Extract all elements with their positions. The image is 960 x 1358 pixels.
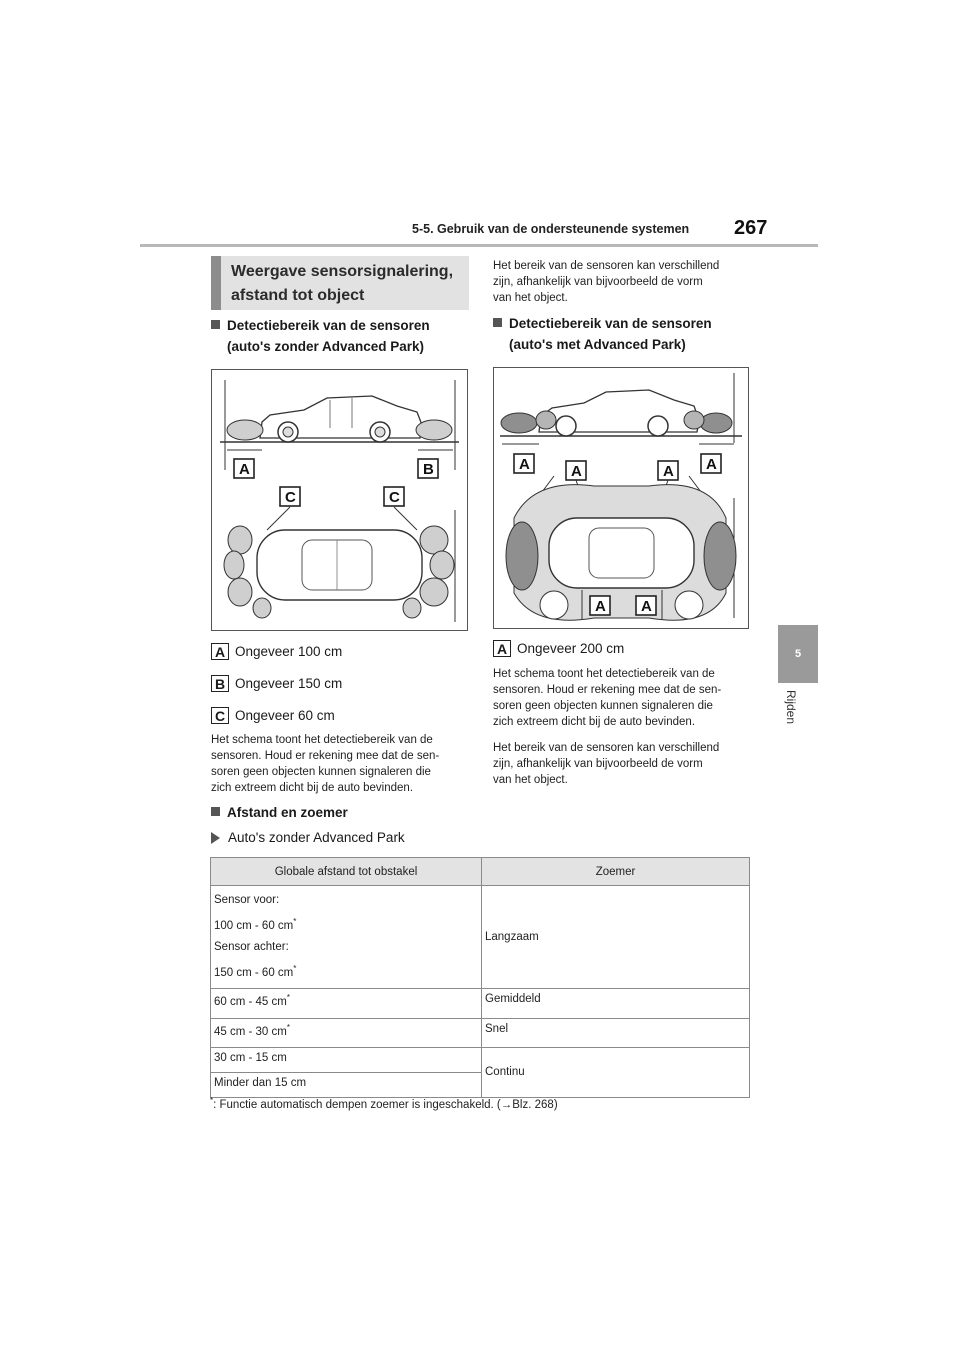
right-subhead-line1: Detectiebereik van de sensoren <box>509 316 712 331</box>
cell-line <box>214 911 478 937</box>
chapter-label: Rijden <box>784 690 798 725</box>
col-header-buzzer: Zoemer <box>482 858 750 886</box>
para-line: zijn, afhankelijk van bijvoorbeeld de vorm <box>493 276 703 288</box>
para-line: sensoren. Houd er rekening mee dat de sen- <box>211 750 440 762</box>
legend-text-a-advanced: Ongeveer 200 cm <box>517 641 625 656</box>
fig-label-a6: A <box>641 598 652 615</box>
para-line: zijn, afhankelijk van bijvoorbeeld de vorm <box>493 758 703 770</box>
para-line: van het object. <box>493 774 568 786</box>
footnote-ref: Blz. 268) <box>512 1098 558 1111</box>
legend-text-a: Ongeveer 100 cm <box>235 644 343 659</box>
section-title-line1: Weergave sensorsignalering, <box>231 263 454 280</box>
running-header: 5-5. Gebruik van de ondersteunende systemen <box>412 222 690 236</box>
cell-line-text: 100 cm - 60 cm <box>214 919 294 932</box>
legend-key-a-advanced: A <box>493 640 511 657</box>
square-bullet-icon <box>493 318 502 327</box>
sensor-diagram-advanced-park <box>494 368 748 628</box>
cell-line: Sensor voor: <box>214 894 280 906</box>
triangle-bullet-icon <box>211 832 220 844</box>
right-subhead <box>493 313 712 355</box>
para-line: van het object. <box>493 292 568 304</box>
fig-label-b: B <box>423 461 434 478</box>
section-title-line2: afstand tot object <box>231 287 365 304</box>
distance-cell <box>211 1018 482 1047</box>
buzzer-cell: Continu <box>482 1047 750 1097</box>
buzzer-cell: Snel <box>482 1018 750 1047</box>
col-header-distance: Globale afstand tot obstakel <box>211 858 482 886</box>
right-subhead-line2: (auto's met Advanced Park) <box>509 337 686 352</box>
chapter-tab: 5 <box>778 625 818 683</box>
square-bullet-icon <box>211 807 220 816</box>
sensor-range-figure-advanced-park <box>493 367 749 629</box>
left-subhead-line2: (auto's zonder Advanced Park) <box>227 339 425 354</box>
sensor-range-figure-standard <box>211 369 468 631</box>
para-line: Het schema toont het detectiebereik van de <box>493 668 715 680</box>
distance-cell <box>211 886 482 989</box>
cell-line: Sensor achter: <box>214 940 289 953</box>
subhead-distance-buzzer <box>211 802 348 823</box>
square-bullet-icon <box>211 320 220 329</box>
cell-text: 45 cm - 30 cm <box>214 1025 287 1038</box>
distance-cell: Minder dan 15 cm <box>211 1072 482 1097</box>
legend-b <box>211 675 342 692</box>
distance-buzzer-table <box>210 857 750 1098</box>
fig-label-a4: A <box>706 456 717 473</box>
legend-key-b: B <box>211 675 229 692</box>
para-line: Het bereik van de sensoren kan verschillend <box>493 260 720 272</box>
page-number: 267 <box>734 217 768 239</box>
para-line: zich extreem dicht bij de auto bevinden. <box>493 716 696 728</box>
arrow-icon: → <box>500 1098 513 1111</box>
fig-label-c1: C <box>285 489 296 506</box>
bullet-text: Auto's zonder Advanced Park <box>228 830 405 845</box>
para-line: soren geen objecten kunnen signaleren die <box>211 766 431 778</box>
fig-label-a5: A <box>595 598 606 615</box>
left-paragraph <box>211 732 473 796</box>
table-header-row <box>211 858 750 886</box>
buzzer-cell: Gemiddeld <box>482 988 750 1018</box>
left-subhead-line1: Detectiebereik van de sensoren <box>227 318 430 333</box>
para-line: soren geen objecten kunnen signaleren die <box>493 700 713 712</box>
distance-cell: 30 cm - 15 cm <box>211 1047 482 1072</box>
left-subhead <box>211 315 430 357</box>
table-row <box>211 1047 750 1072</box>
bullet-no-advanced-park <box>211 830 405 845</box>
fig-label-a3: A <box>663 463 674 480</box>
legend-a-advanced <box>493 640 624 657</box>
legend-c <box>211 707 335 724</box>
right-paragraph1 <box>493 666 755 730</box>
footnote-text: : Functie automatisch dempen zoemer is ingeschakeld. ( <box>213 1098 501 1111</box>
footnote-marker: * <box>286 1022 290 1032</box>
buzzer-cell: Langzaam <box>482 886 750 989</box>
legend-text-c: Ongeveer 60 cm <box>235 708 335 723</box>
header-rule <box>140 244 818 247</box>
cell-line <box>214 958 478 984</box>
table-row <box>211 886 750 989</box>
para-line: Het bereik van de sensoren kan verschillend <box>493 742 720 754</box>
cell-text: 60 cm - 45 cm <box>214 995 287 1008</box>
distance-cell <box>211 988 482 1018</box>
table-row <box>211 1018 750 1047</box>
cell-line-text: 150 cm - 60 cm <box>214 966 294 979</box>
section-title-box <box>211 256 469 310</box>
right-intro <box>493 258 755 306</box>
para-line: sensoren. Houd er rekening mee dat de sen- <box>493 684 722 696</box>
footnote-marker: * <box>293 963 297 973</box>
fig-label-a2: A <box>571 463 582 480</box>
right-paragraph2 <box>493 740 755 788</box>
footnote-marker: * <box>293 917 297 926</box>
legend-key-c: C <box>211 707 229 724</box>
legend-key-a: A <box>211 643 229 660</box>
fig-label-a: A <box>239 461 250 478</box>
footnote <box>210 1096 558 1111</box>
fig-label-c2: C <box>389 489 400 506</box>
table-row <box>211 988 750 1018</box>
para-line: zich extreem dicht bij de auto bevinden. <box>211 782 414 794</box>
footnote-marker: * <box>210 1096 214 1105</box>
legend-a <box>211 643 342 660</box>
subhead-distance-buzzer-text: Afstand en zoemer <box>227 805 348 820</box>
sensor-diagram-standard <box>212 370 467 630</box>
para-line: Het schema toont het detectiebereik van de <box>211 734 433 746</box>
fig-label-a1: A <box>519 456 530 473</box>
legend-text-b: Ongeveer 150 cm <box>235 676 343 691</box>
footnote-marker: * <box>286 992 290 1002</box>
